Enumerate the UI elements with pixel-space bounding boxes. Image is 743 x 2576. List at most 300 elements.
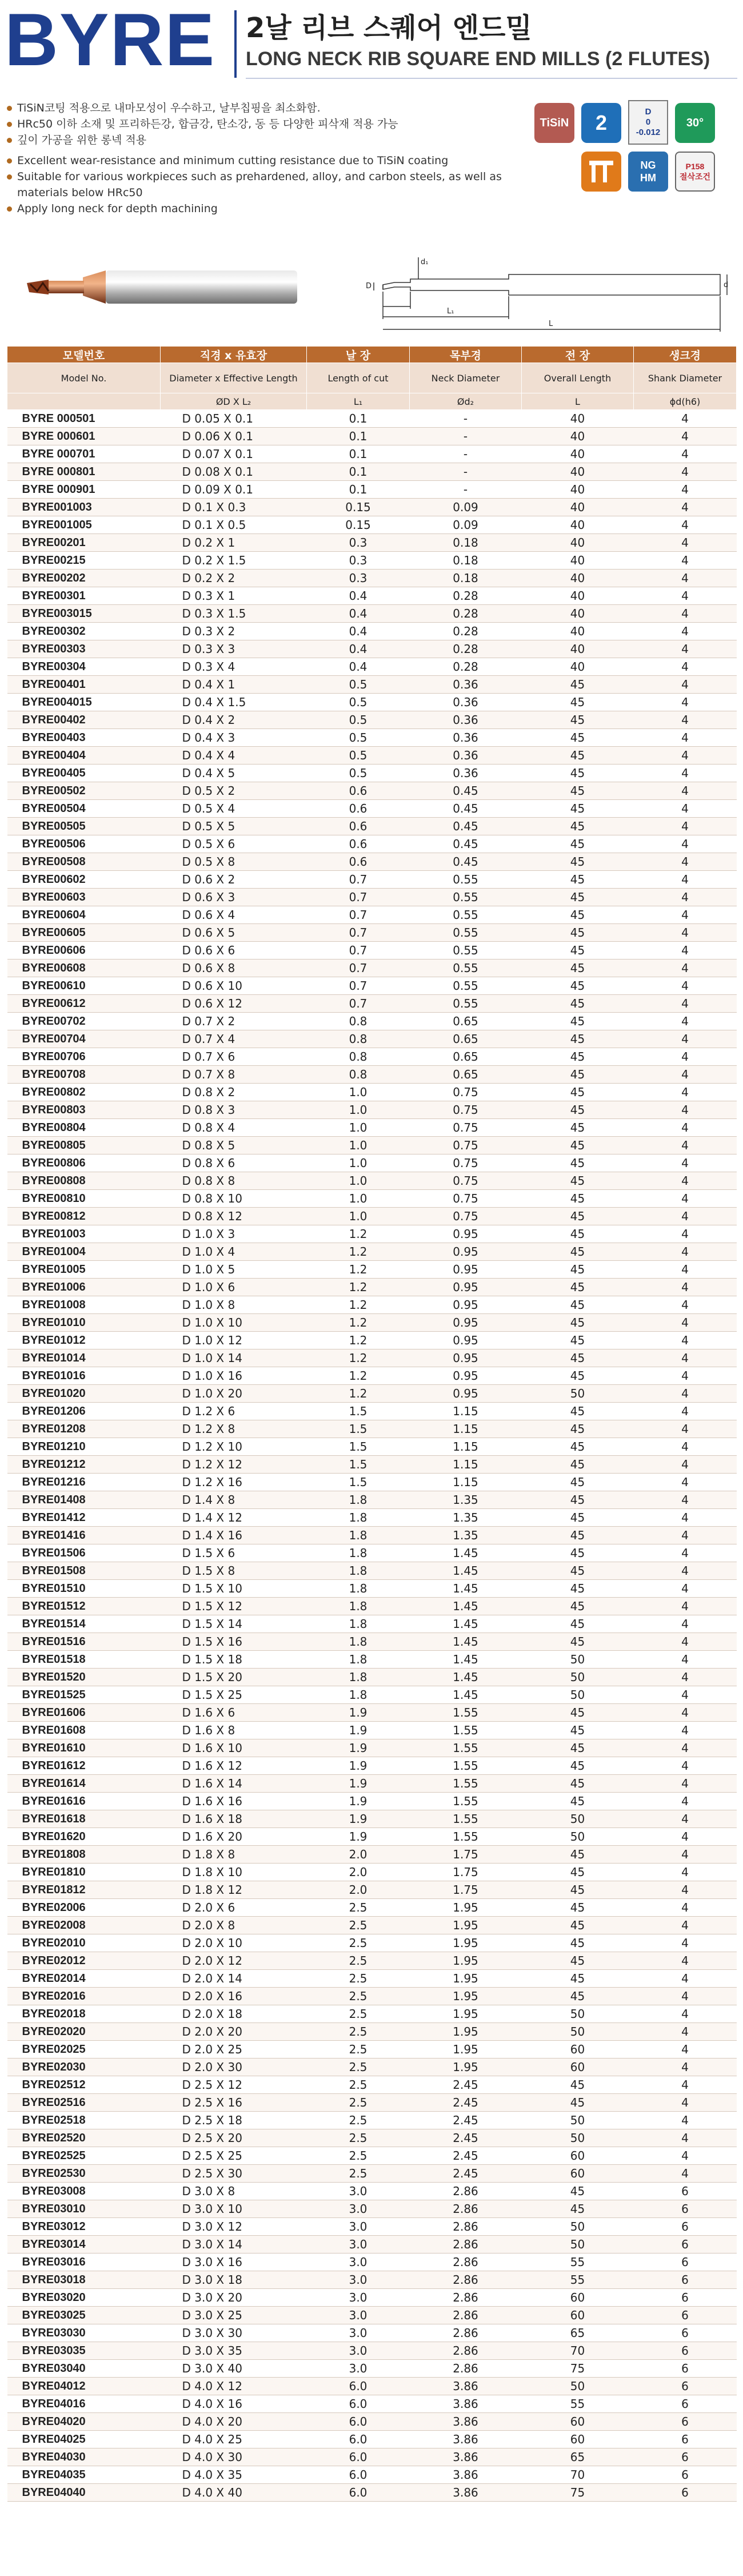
- overall-length-cell: 60: [522, 2307, 634, 2324]
- title-underline: [246, 78, 737, 79]
- col-diameter-ko: 직경 x 유효장: [161, 347, 307, 363]
- table-row: [7, 906, 737, 924]
- neck-diameter-cell: 0.36: [410, 711, 522, 729]
- diameter-cell: D 0.7 X 8: [161, 1066, 307, 1084]
- length-of-cut-cell: 0.7: [307, 906, 410, 924]
- length-of-cut-cell: 1.9: [307, 1793, 410, 1810]
- shank-diameter-cell: 4: [634, 1403, 737, 1420]
- neck-diameter-cell: 0.55: [410, 889, 522, 906]
- overall-length-cell: 40: [522, 481, 634, 499]
- diameter-cell: D 1.2 X 6: [161, 1403, 307, 1420]
- model-number-cell: BYRE01016: [7, 1367, 161, 1385]
- overall-length-cell: 45: [522, 835, 634, 853]
- overall-length-cell: 45: [522, 2076, 634, 2094]
- diameter-cell: D 4.0 X 25: [161, 2431, 307, 2448]
- neck-diameter-cell: 2.45: [410, 2094, 522, 2112]
- neck-diameter-cell: 1.75: [410, 1864, 522, 1881]
- overall-length-cell: 45: [522, 2094, 634, 2112]
- diameter-cell: D 1.5 X 14: [161, 1615, 307, 1633]
- col-diameter-en: Diameter x Effective Length: [161, 363, 307, 393]
- length-of-cut-cell: 0.4: [307, 640, 410, 658]
- neck-diameter-cell: 0.95: [410, 1385, 522, 1403]
- overall-length-cell: 45: [522, 1030, 634, 1048]
- overall-length-cell: 45: [522, 1988, 634, 2005]
- diameter-cell: D 1.5 X 12: [161, 1598, 307, 1615]
- model-number-cell: BYRE00605: [7, 924, 161, 942]
- model-number-cell: BYRE00708: [7, 1066, 161, 1084]
- conditions-label: 절삭조건: [679, 172, 711, 181]
- shank-diameter-cell: 4: [634, 1296, 737, 1314]
- overall-length-cell: 45: [522, 1491, 634, 1509]
- diameter-cell: D 0.7 X 2: [161, 1013, 307, 1030]
- shank-diameter-cell: 4: [634, 818, 737, 835]
- model-number-cell: BYRE04012: [7, 2378, 161, 2395]
- overall-length-cell: 45: [522, 1314, 634, 1332]
- diameter-cell: D 3.0 X 40: [161, 2360, 307, 2378]
- table-row: [7, 2076, 737, 2094]
- model-number-cell: BYRE03008: [7, 2183, 161, 2200]
- overall-length-cell: 50: [522, 1669, 634, 1686]
- diameter-cell: D 1.6 X 6: [161, 1704, 307, 1722]
- neck-diameter-cell: 1.95: [410, 2005, 522, 2023]
- table-row: [7, 2378, 737, 2395]
- shank-diameter-cell: 4: [634, 1881, 737, 1899]
- model-number-cell: BYRE03016: [7, 2253, 161, 2271]
- ng-hm-material-icon: [628, 152, 668, 192]
- length-of-cut-cell: 3.0: [307, 2200, 410, 2218]
- model-number-cell: BYRE00403: [7, 729, 161, 747]
- length-of-cut-cell: 0.6: [307, 800, 410, 818]
- shank-diameter-cell: 4: [634, 1722, 737, 1739]
- tolerance-icon: [628, 100, 668, 145]
- table-row: [7, 1190, 737, 1208]
- shank-diameter-cell: 4: [634, 605, 737, 623]
- col-shank-ko: 생크경: [634, 347, 737, 363]
- neck-diameter-cell: 3.86: [410, 2413, 522, 2431]
- length-of-cut-cell: 1.9: [307, 1775, 410, 1793]
- shank-diameter-cell: 4: [634, 1864, 737, 1881]
- neck-diameter-cell: 3.86: [410, 2466, 522, 2484]
- overall-length-cell: 55: [522, 2253, 634, 2271]
- length-of-cut-cell: 0.7: [307, 942, 410, 959]
- model-number-cell: BYRE01006: [7, 1279, 161, 1296]
- neck-diameter-cell: 1.55: [410, 1793, 522, 1810]
- overall-length-cell: 45: [522, 1154, 634, 1172]
- model-number-cell: BYRE00803: [7, 1101, 161, 1119]
- overall-length-cell: 45: [522, 2200, 634, 2218]
- model-number-cell: BYRE01008: [7, 1296, 161, 1314]
- diameter-cell: D 0.3 X 1: [161, 587, 307, 605]
- overall-length-cell: 40: [522, 640, 634, 658]
- table-row: [7, 2236, 737, 2253]
- diameter-cell: D 0.05 X 0.1: [161, 410, 307, 428]
- overall-length-cell: 75: [522, 2360, 634, 2378]
- model-number-cell: BYRE00402: [7, 711, 161, 729]
- diameter-cell: D 0.2 X 1: [161, 534, 307, 552]
- length-of-cut-cell: 0.1: [307, 445, 410, 463]
- length-of-cut-cell: 2.5: [307, 1917, 410, 1934]
- diameter-cell: D 1.0 X 12: [161, 1332, 307, 1349]
- neck-diameter-cell: 0.09: [410, 516, 522, 534]
- model-number-cell: BYRE00405: [7, 765, 161, 782]
- table-row: [7, 1048, 737, 1066]
- col-model-en: Model No.: [7, 363, 161, 393]
- length-of-cut-cell: 3.0: [307, 2271, 410, 2289]
- overall-length-cell: 45: [522, 1580, 634, 1598]
- table-row: [7, 1793, 737, 1810]
- length-of-cut-cell: 3.0: [307, 2289, 410, 2307]
- overall-length-cell: 45: [522, 1367, 634, 1385]
- diameter-cell: D 0.8 X 6: [161, 1154, 307, 1172]
- length-of-cut-cell: 6.0: [307, 2413, 410, 2431]
- table-row: [7, 2448, 737, 2466]
- overall-length-cell: 50: [522, 2378, 634, 2395]
- neck-diameter-cell: 2.86: [410, 2200, 522, 2218]
- shank-diameter-cell: 4: [634, 1651, 737, 1669]
- diameter-cell: D 1.6 X 12: [161, 1757, 307, 1775]
- length-of-cut-cell: 0.7: [307, 995, 410, 1013]
- two-flutes-icon: 2: [581, 103, 621, 143]
- length-of-cut-cell: 2.5: [307, 2059, 410, 2076]
- shank-diameter-cell: 4: [634, 1952, 737, 1970]
- diameter-cell: D 4.0 X 35: [161, 2466, 307, 2484]
- title-english: LONG NECK RIB SQUARE END MILLS (2 FLUTES): [246, 48, 710, 70]
- length-of-cut-cell: 0.4: [307, 587, 410, 605]
- neck-diameter-cell: 0.28: [410, 658, 522, 676]
- neck-diameter-cell: 1.95: [410, 2041, 522, 2059]
- neck-diameter-cell: 0.55: [410, 977, 522, 995]
- diameter-cell: D 0.6 X 12: [161, 995, 307, 1013]
- neck-diameter-cell: 0.95: [410, 1332, 522, 1349]
- shank-diameter-cell: 4: [634, 1172, 737, 1190]
- shank-diameter-cell: 4: [634, 694, 737, 711]
- shank-diameter-cell: 4: [634, 2112, 737, 2129]
- neck-diameter-cell: -: [410, 481, 522, 499]
- table-row: [7, 835, 737, 853]
- neck-diameter-cell: 0.36: [410, 729, 522, 747]
- overall-length-cell: 45: [522, 1615, 634, 1633]
- shank-diameter-cell: 6: [634, 2289, 737, 2307]
- diameter-cell: D 3.0 X 30: [161, 2324, 307, 2342]
- neck-diameter-cell: 0.75: [410, 1172, 522, 1190]
- length-of-cut-cell: 1.2: [307, 1385, 410, 1403]
- overall-length-cell: 45: [522, 1084, 634, 1101]
- table-row: [7, 1154, 737, 1172]
- length-of-cut-cell: 1.0: [307, 1137, 410, 1154]
- diameter-cell: D 0.6 X 3: [161, 889, 307, 906]
- model-number-cell: BYRE01606: [7, 1704, 161, 1722]
- shank-diameter-cell: 4: [634, 2129, 737, 2147]
- neck-diameter-cell: -: [410, 428, 522, 445]
- neck-diameter-cell: 1.45: [410, 1544, 522, 1562]
- model-number-cell: BYRE01614: [7, 1775, 161, 1793]
- neck-diameter-cell: 1.35: [410, 1491, 522, 1509]
- shank-diameter-cell: 4: [634, 1509, 737, 1527]
- diameter-cell: D 0.6 X 2: [161, 871, 307, 889]
- neck-diameter-cell: 0.95: [410, 1279, 522, 1296]
- neck-diameter-cell: 0.45: [410, 818, 522, 835]
- shank-diameter-cell: 4: [634, 1190, 737, 1208]
- model-number-cell: BYRE01210: [7, 1438, 161, 1456]
- model-number-cell: BYRE04025: [7, 2431, 161, 2448]
- col-loc-en: Length of cut: [307, 363, 410, 393]
- model-number-cell: BYRE 000601: [7, 428, 161, 445]
- drawing-label-l: L: [549, 320, 553, 328]
- table-row: [7, 1474, 737, 1491]
- neck-diameter-cell: 1.15: [410, 1474, 522, 1491]
- overall-length-cell: 45: [522, 924, 634, 942]
- model-number-cell: BYRE00304: [7, 658, 161, 676]
- shank-diameter-cell: 6: [634, 2466, 737, 2484]
- model-number-cell: BYRE00804: [7, 1119, 161, 1137]
- model-number-cell: BYRE00506: [7, 835, 161, 853]
- table-row: [7, 1988, 737, 2005]
- shank-diameter-cell: 4: [634, 1420, 737, 1438]
- overall-length-cell: 60: [522, 2413, 634, 2431]
- length-of-cut-cell: 0.4: [307, 658, 410, 676]
- shank-diameter-cell: 4: [634, 942, 737, 959]
- table-row: [7, 959, 737, 977]
- length-of-cut-cell: 1.2: [307, 1349, 410, 1367]
- shank-diameter-cell: 4: [634, 1615, 737, 1633]
- long-neck-icon: [581, 152, 621, 192]
- length-of-cut-cell: 2.5: [307, 1970, 410, 1988]
- neck-diameter-cell: 0.95: [410, 1314, 522, 1332]
- table-row: [7, 2413, 737, 2431]
- shank-diameter-cell: 4: [634, 1225, 737, 1243]
- overall-length-cell: 45: [522, 1757, 634, 1775]
- overall-length-cell: 60: [522, 2041, 634, 2059]
- model-number-cell: BYRE00404: [7, 747, 161, 765]
- length-of-cut-cell: 0.5: [307, 676, 410, 694]
- length-of-cut-cell: 1.8: [307, 1615, 410, 1633]
- diameter-cell: D 1.8 X 10: [161, 1864, 307, 1881]
- overall-length-cell: 45: [522, 1048, 634, 1066]
- shank-diameter-cell: 6: [634, 2218, 737, 2236]
- diameter-cell: D 2.5 X 12: [161, 2076, 307, 2094]
- table-row: [7, 1722, 737, 1739]
- table-row: [7, 1864, 737, 1881]
- diameter-cell: D 0.1 X 0.3: [161, 499, 307, 516]
- shank-diameter-cell: 4: [634, 1438, 737, 1456]
- table-row: [7, 1225, 737, 1243]
- overall-length-cell: 45: [522, 1793, 634, 1810]
- model-number-cell: BYRE00608: [7, 959, 161, 977]
- shank-diameter-cell: 4: [634, 1066, 737, 1084]
- overall-length-cell: 40: [522, 534, 634, 552]
- col-model-ko: 모델번호: [7, 347, 161, 363]
- shank-diameter-cell: 4: [634, 871, 737, 889]
- length-of-cut-cell: 0.5: [307, 747, 410, 765]
- overall-length-cell: 45: [522, 977, 634, 995]
- shank-diameter-cell: 4: [634, 428, 737, 445]
- diameter-cell: D 1.5 X 6: [161, 1544, 307, 1562]
- overall-length-cell: 45: [522, 1952, 634, 1970]
- model-number-cell: BYRE01812: [7, 1881, 161, 1899]
- table-row: [7, 1686, 737, 1704]
- diameter-cell: D 2.5 X 18: [161, 2112, 307, 2129]
- overall-length-cell: 40: [522, 499, 634, 516]
- model-number-cell: BYRE00706: [7, 1048, 161, 1066]
- model-number-cell: BYRE01618: [7, 1810, 161, 1828]
- shank-diameter-cell: 4: [634, 889, 737, 906]
- diameter-cell: D 2.5 X 20: [161, 2129, 307, 2147]
- table-row: [7, 1775, 737, 1793]
- overall-length-cell: 50: [522, 2129, 634, 2147]
- length-of-cut-cell: 3.0: [307, 2307, 410, 2324]
- neck-diameter-cell: 2.45: [410, 2129, 522, 2147]
- length-of-cut-cell: 0.7: [307, 977, 410, 995]
- model-number-cell: BYRE02025: [7, 2041, 161, 2059]
- length-of-cut-cell: 1.5: [307, 1403, 410, 1420]
- diameter-cell: D 1.2 X 8: [161, 1420, 307, 1438]
- model-number-cell: BYRE02012: [7, 1952, 161, 1970]
- model-number-cell: BYRE01020: [7, 1385, 161, 1403]
- table-row: [7, 1917, 737, 1934]
- model-number-cell: BYRE02020: [7, 2023, 161, 2041]
- neck-diameter-cell: 1.95: [410, 2023, 522, 2041]
- length-of-cut-cell: 2.5: [307, 2147, 410, 2165]
- table-row: [7, 1030, 737, 1048]
- table-row: [7, 1757, 737, 1775]
- model-number-cell: BYRE03012: [7, 2218, 161, 2236]
- length-of-cut-cell: 1.8: [307, 1491, 410, 1509]
- diameter-cell: D 2.0 X 25: [161, 2041, 307, 2059]
- table-row: [7, 1367, 737, 1385]
- diameter-cell: D 0.6 X 6: [161, 942, 307, 959]
- overall-length-cell: 45: [522, 1739, 634, 1757]
- overall-length-cell: 45: [522, 1881, 634, 1899]
- shank-diameter-cell: 6: [634, 2378, 737, 2395]
- neck-diameter-cell: 0.45: [410, 782, 522, 800]
- length-of-cut-cell: 3.0: [307, 2342, 410, 2360]
- neck-diameter-cell: 2.45: [410, 2112, 522, 2129]
- model-number-cell: BYRE00810: [7, 1190, 161, 1208]
- table-row: [7, 765, 737, 782]
- model-number-cell: BYRE02525: [7, 2147, 161, 2165]
- col-neck-en: Neck Diameter: [410, 363, 522, 393]
- length-of-cut-cell: 6.0: [307, 2431, 410, 2448]
- diameter-cell: D 0.6 X 5: [161, 924, 307, 942]
- table-row: [7, 605, 737, 623]
- overall-length-cell: 45: [522, 959, 634, 977]
- table-row: [7, 587, 737, 605]
- neck-diameter-cell: 0.28: [410, 587, 522, 605]
- diameter-cell: D 1.0 X 16: [161, 1367, 307, 1385]
- diameter-cell: D 1.0 X 14: [161, 1349, 307, 1367]
- model-number-cell: BYRE00502: [7, 782, 161, 800]
- shank-diameter-cell: 4: [634, 800, 737, 818]
- overall-length-cell: 60: [522, 2165, 634, 2183]
- model-number-cell: BYRE00301: [7, 587, 161, 605]
- shank-diameter-cell: 4: [634, 1633, 737, 1651]
- length-of-cut-cell: 1.9: [307, 1704, 410, 1722]
- diameter-cell: D 4.0 X 40: [161, 2484, 307, 2502]
- length-of-cut-cell: 0.1: [307, 463, 410, 481]
- overall-length-cell: 45: [522, 1917, 634, 1934]
- diameter-cell: D 0.7 X 6: [161, 1048, 307, 1066]
- length-of-cut-cell: 1.0: [307, 1190, 410, 1208]
- model-number-cell: BYRE01206: [7, 1403, 161, 1420]
- shank-diameter-cell: 4: [634, 1686, 737, 1704]
- neck-diameter-cell: 1.45: [410, 1633, 522, 1651]
- diameter-cell: D 3.0 X 18: [161, 2271, 307, 2289]
- overall-length-cell: 45: [522, 1296, 634, 1314]
- neck-diameter-cell: 1.35: [410, 1509, 522, 1527]
- overall-length-cell: 50: [522, 1810, 634, 1828]
- diameter-cell: D 3.0 X 20: [161, 2289, 307, 2307]
- diameter-cell: D 4.0 X 20: [161, 2413, 307, 2431]
- overall-length-cell: 45: [522, 1562, 634, 1580]
- model-number-cell: BYRE 000901: [7, 481, 161, 499]
- neck-diameter-cell: 2.86: [410, 2271, 522, 2289]
- table-row: [7, 1279, 737, 1296]
- shank-diameter-cell: 4: [634, 1757, 737, 1775]
- neck-diameter-cell: 0.36: [410, 676, 522, 694]
- overall-length-cell: 40: [522, 587, 634, 605]
- length-of-cut-cell: 2.5: [307, 2076, 410, 2094]
- model-number-cell: BYRE00704: [7, 1030, 161, 1048]
- table-row: [7, 924, 737, 942]
- feature-item: Excellent wear-resistance and minimum cutting resistance due to TiSiN coating: [7, 153, 521, 169]
- neck-diameter-cell: 0.65: [410, 1030, 522, 1048]
- neck-diameter-cell: 3.86: [410, 2431, 522, 2448]
- diameter-cell: D 0.3 X 3: [161, 640, 307, 658]
- shank-diameter-cell: 4: [634, 1580, 737, 1598]
- shank-diameter-cell: 6: [634, 2360, 737, 2378]
- shank-diameter-cell: 4: [634, 1988, 737, 2005]
- table-row: [7, 977, 737, 995]
- model-number-cell: BYRE01616: [7, 1793, 161, 1810]
- table-row: [7, 2466, 737, 2484]
- overall-length-cell: 55: [522, 2271, 634, 2289]
- diameter-cell: D 0.5 X 2: [161, 782, 307, 800]
- brand-logo: BYRE: [5, 0, 216, 81]
- overall-length-cell: 45: [522, 782, 634, 800]
- overall-length-cell: 45: [522, 1438, 634, 1456]
- shank-diameter-cell: 4: [634, 1562, 737, 1580]
- length-of-cut-cell: 0.1: [307, 481, 410, 499]
- diameter-cell: D 0.4 X 2: [161, 711, 307, 729]
- diameter-cell: D 0.2 X 1.5: [161, 552, 307, 570]
- model-number-cell: BYRE04016: [7, 2395, 161, 2413]
- neck-diameter-cell: 3.86: [410, 2484, 522, 2502]
- diameter-cell: D 4.0 X 12: [161, 2378, 307, 2395]
- diameter-cell: D 0.4 X 1.5: [161, 694, 307, 711]
- table-row: [7, 1527, 737, 1544]
- table-row: [7, 1208, 737, 1225]
- model-number-cell: BYRE01516: [7, 1633, 161, 1651]
- diameter-cell: D 2.0 X 6: [161, 1899, 307, 1917]
- length-of-cut-cell: 1.0: [307, 1101, 410, 1119]
- diameter-cell: D 0.4 X 4: [161, 747, 307, 765]
- shank-diameter-cell: 4: [634, 1775, 737, 1793]
- length-of-cut-cell: 6.0: [307, 2466, 410, 2484]
- diameter-cell: D 0.6 X 10: [161, 977, 307, 995]
- overall-length-cell: 45: [522, 1970, 634, 1988]
- neck-diameter-cell: 1.45: [410, 1598, 522, 1615]
- table-row: [7, 2271, 737, 2289]
- diameter-cell: D 0.2 X 2: [161, 570, 307, 587]
- neck-diameter-cell: 1.55: [410, 1722, 522, 1739]
- diameter-cell: D 0.6 X 4: [161, 906, 307, 924]
- overall-length-cell: 75: [522, 2484, 634, 2502]
- length-of-cut-cell: 0.3: [307, 534, 410, 552]
- length-of-cut-cell: 2.5: [307, 1952, 410, 1970]
- overall-length-cell: 50: [522, 2236, 634, 2253]
- model-number-cell: BYRE00805: [7, 1137, 161, 1154]
- diameter-cell: D 2.5 X 30: [161, 2165, 307, 2183]
